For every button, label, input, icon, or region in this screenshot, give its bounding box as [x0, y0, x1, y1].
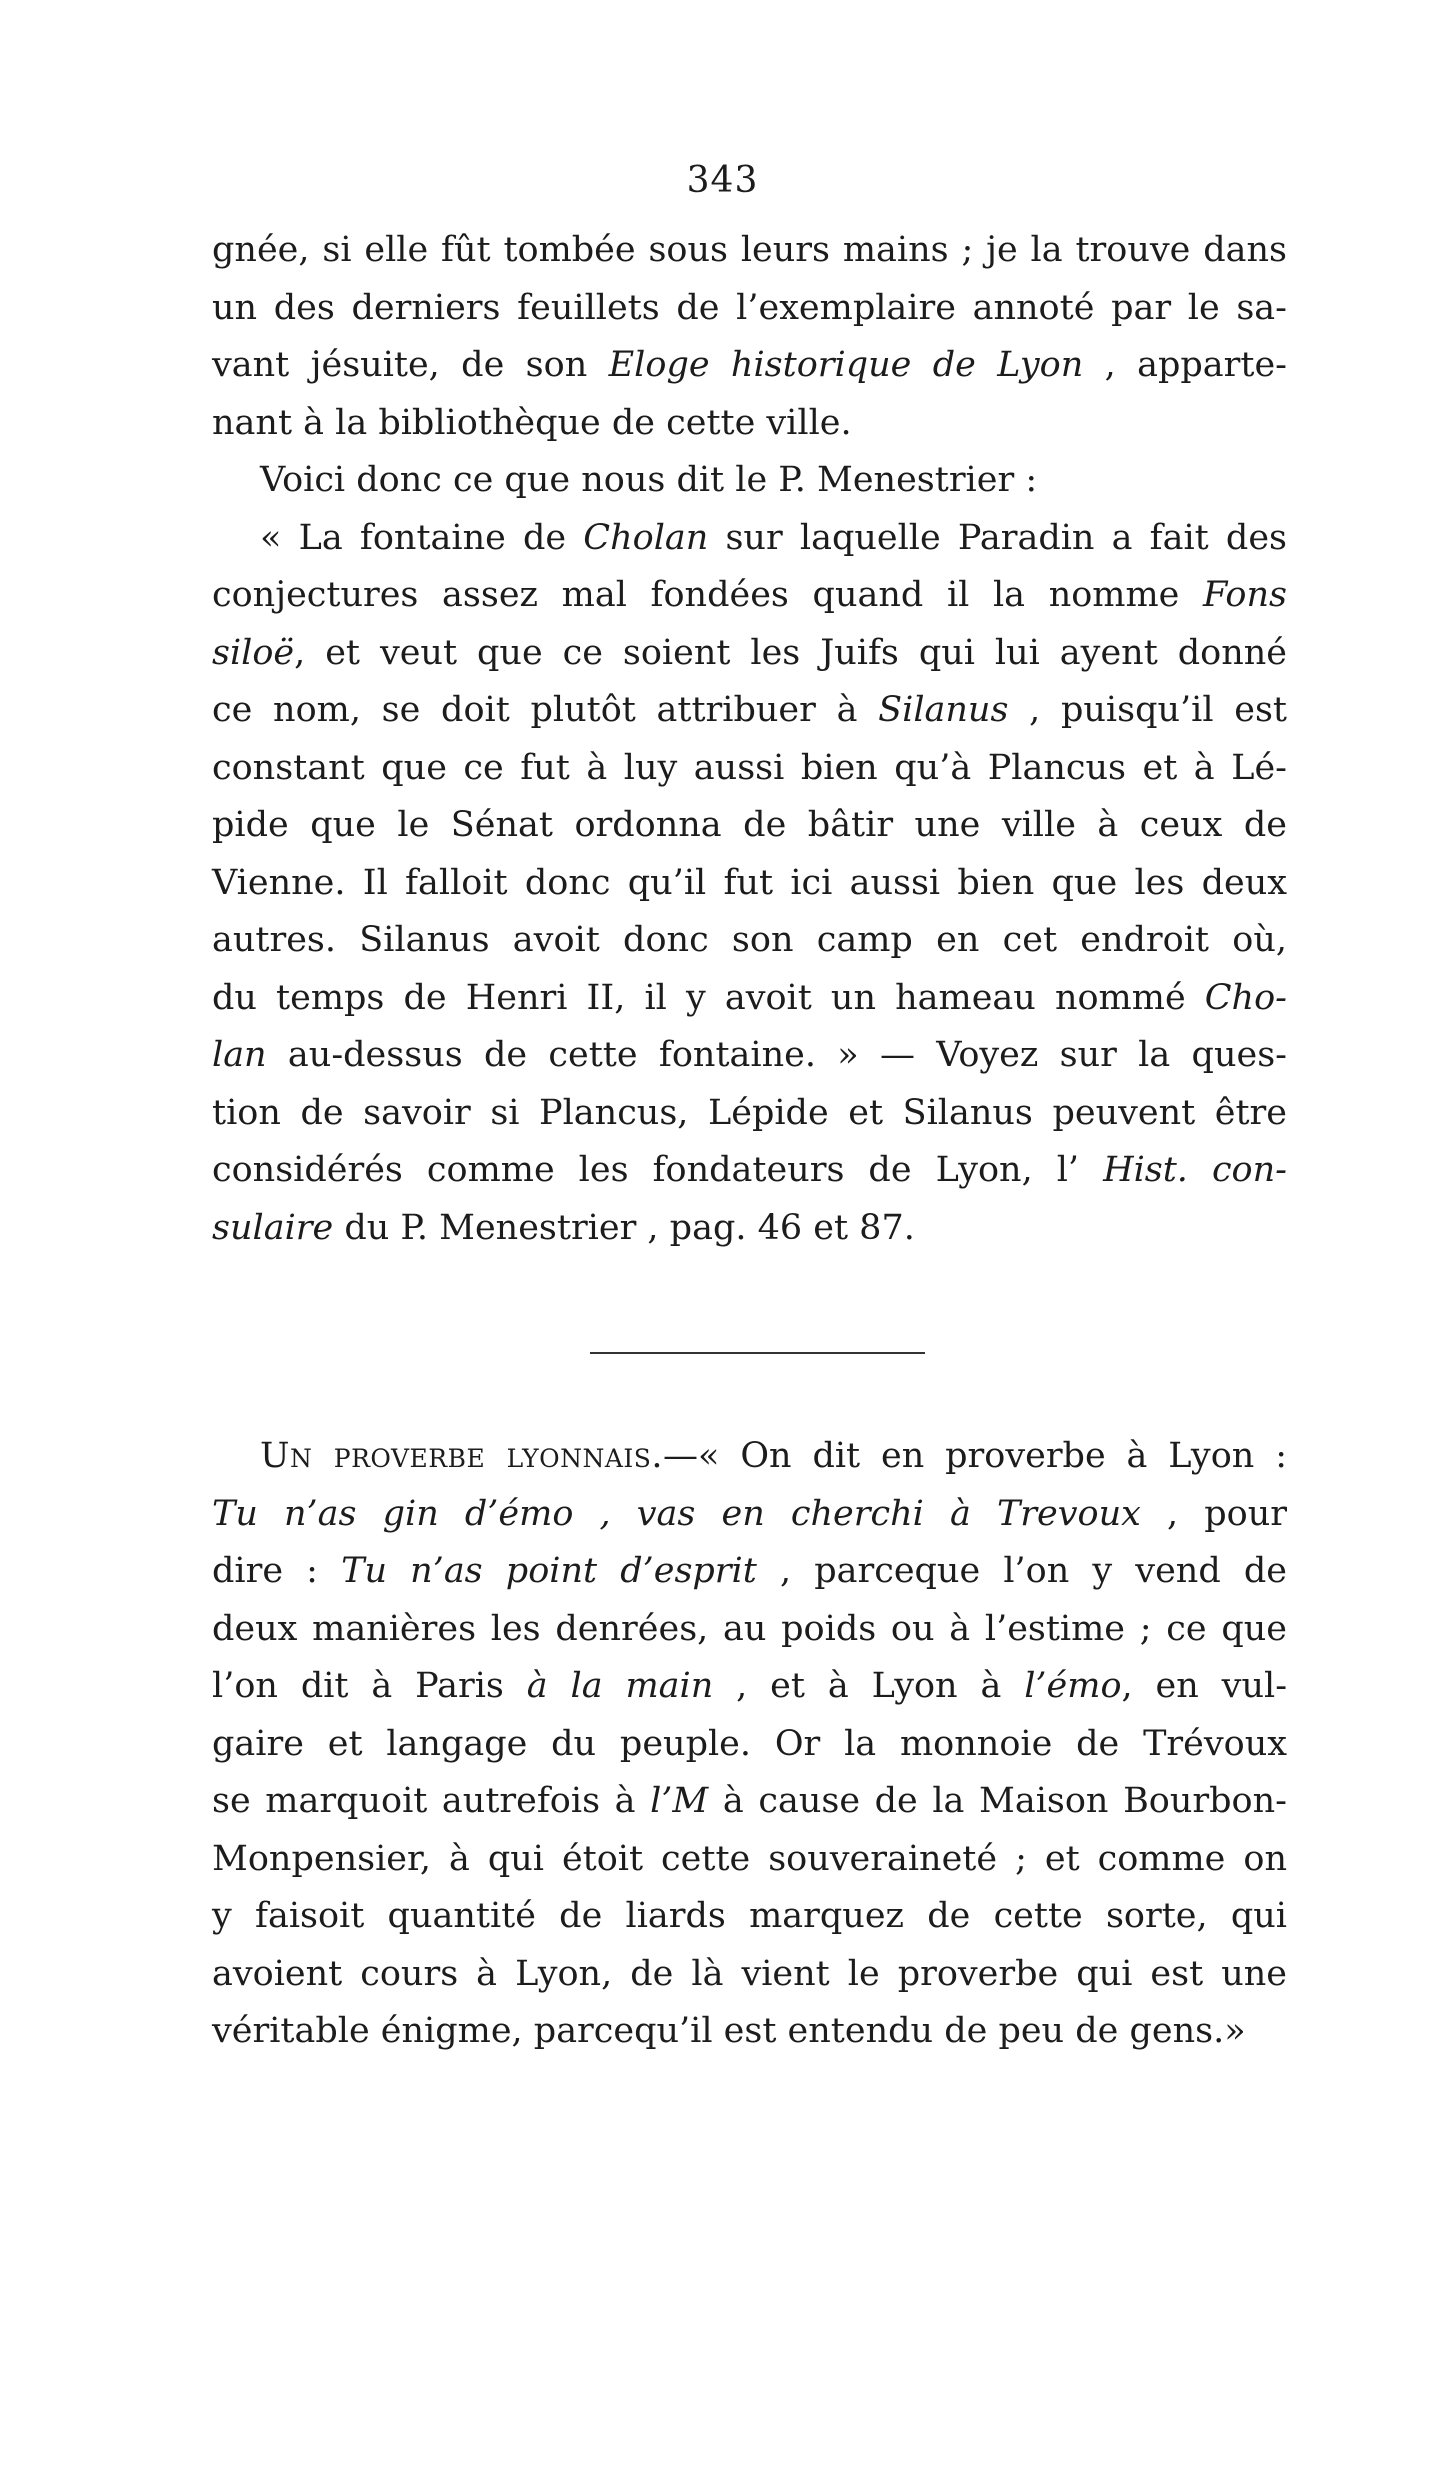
text-line: l’on dit à Paris à la main , et à Lyon à l’émo, en vul- — [212, 1666, 1288, 1706]
section-divider — [590, 1352, 925, 1354]
italic-word: lan — [212, 1035, 267, 1075]
text-line: Un proverbe lyonnais.—« On dit en proverbe à Lyon : — [260, 1436, 1287, 1476]
section-heading: Un proverbe lyonnais. — [260, 1436, 664, 1476]
text-line: « La fontaine de Cholan sur laquelle Paradin a fait des — [260, 517, 1288, 558]
text-line: sulaire du P. Menestrier , pag. 46 et 87. — [212, 1207, 915, 1248]
italic-word: Cholan — [583, 517, 709, 558]
text-line: se marquoit autrefois à l’M à cause de la Maison Bourbon- — [212, 1781, 1287, 1821]
italic-proverb: Tu n’as gin d’émo , vas en cherchi à Trevoux — [212, 1493, 1141, 1534]
italic-word: l’émo — [1024, 1666, 1122, 1706]
italic-word: Fons — [1203, 575, 1287, 615]
text-line: conjectures assez mal fondées quand il la nomme Fons — [212, 575, 1287, 615]
italic-word: l’M — [650, 1781, 709, 1821]
page-number: 343 — [686, 160, 759, 201]
text-line: gnée, si elle fût tombée sous leurs mains ; je la trouve dans — [212, 230, 1287, 270]
text-line: pide que le Sénat ordonna de bâtir une ville à ceux de — [212, 805, 1287, 845]
text-line: vant jésuite, de son Eloge historique de Lyon , apparte- — [212, 345, 1288, 385]
text-line: un des derniers feuillets de l’exemplaire annoté par le sa- — [212, 287, 1287, 328]
text-line: tion de savoir si Plancus, Lépide et Silanus peuvent être — [212, 1092, 1287, 1133]
text-line: considérés comme les fondateurs de Lyon, l’ Hist. con- — [212, 1150, 1287, 1190]
text-line: constant que ce fut à luy aussi bien qu’à Plancus et à Lé- — [212, 747, 1287, 788]
text-line: deux manières les denrées, au poids ou à l’estime ; ce que — [212, 1608, 1287, 1649]
text-line: y faisoit quantité de liards marquez de cette sorte, qui — [212, 1896, 1287, 1936]
italic-word: Hist. con- — [1103, 1150, 1287, 1190]
text-line: du temps de Henri II, il y avoit un hameau nommé Cho- — [212, 977, 1287, 1018]
italic-phrase: Tu n’as point d’esprit — [341, 1551, 757, 1591]
italic-word: Cho- — [1204, 977, 1287, 1018]
italic-word: siloë — [212, 632, 295, 673]
text-line: véritable énigme, parcequ’il est entendu de peu de gens.» — [212, 2011, 1246, 2051]
text-line: ce nom, se doit plutôt attribuer à Silanus , puisqu’il est — [212, 690, 1287, 730]
text-line: autres. Silanus avoit donc son camp en cet endroit où, — [212, 920, 1287, 960]
text-line: Monpensier, à qui étoit cette souveraineté ; et comme on — [212, 1838, 1287, 1879]
italic-word: Silanus — [878, 690, 1009, 730]
text-line: avoient cours à Lyon, de là vient le proverbe qui est une — [212, 1953, 1287, 1994]
text-line: Voici donc ce que nous dit le P. Menestrier : — [260, 460, 1038, 500]
paragraph-block-proverbe — [212, 1428, 1287, 2061]
text-line: siloë, et veut que ce soient les Juifs qui lui ayent donné — [212, 632, 1287, 673]
text-line: gaire et langage du peuple. Or la monnoie de Trévoux — [212, 1723, 1287, 1764]
text-line: Vienne. Il falloit donc qu’il fut ici aussi bien que les deux — [212, 862, 1287, 903]
italic-title: Eloge historique de Lyon — [608, 345, 1084, 385]
italic-phrase: à la main — [526, 1666, 714, 1706]
text-line: dire : Tu n’as point d’esprit , parceque l’on y vend de — [212, 1551, 1287, 1591]
text-line: nant à la bibliothèque de cette ville. — [212, 402, 852, 443]
italic-word: sulaire — [212, 1207, 334, 1248]
text-line: lan au-dessus de cette fontaine. » — Voyez sur la ques- — [212, 1035, 1287, 1075]
text-line: Tu n’as gin d’émo , vas en cherchi à Trevoux , pour — [212, 1493, 1287, 1534]
paragraph-block-menestrier — [212, 222, 1287, 1257]
